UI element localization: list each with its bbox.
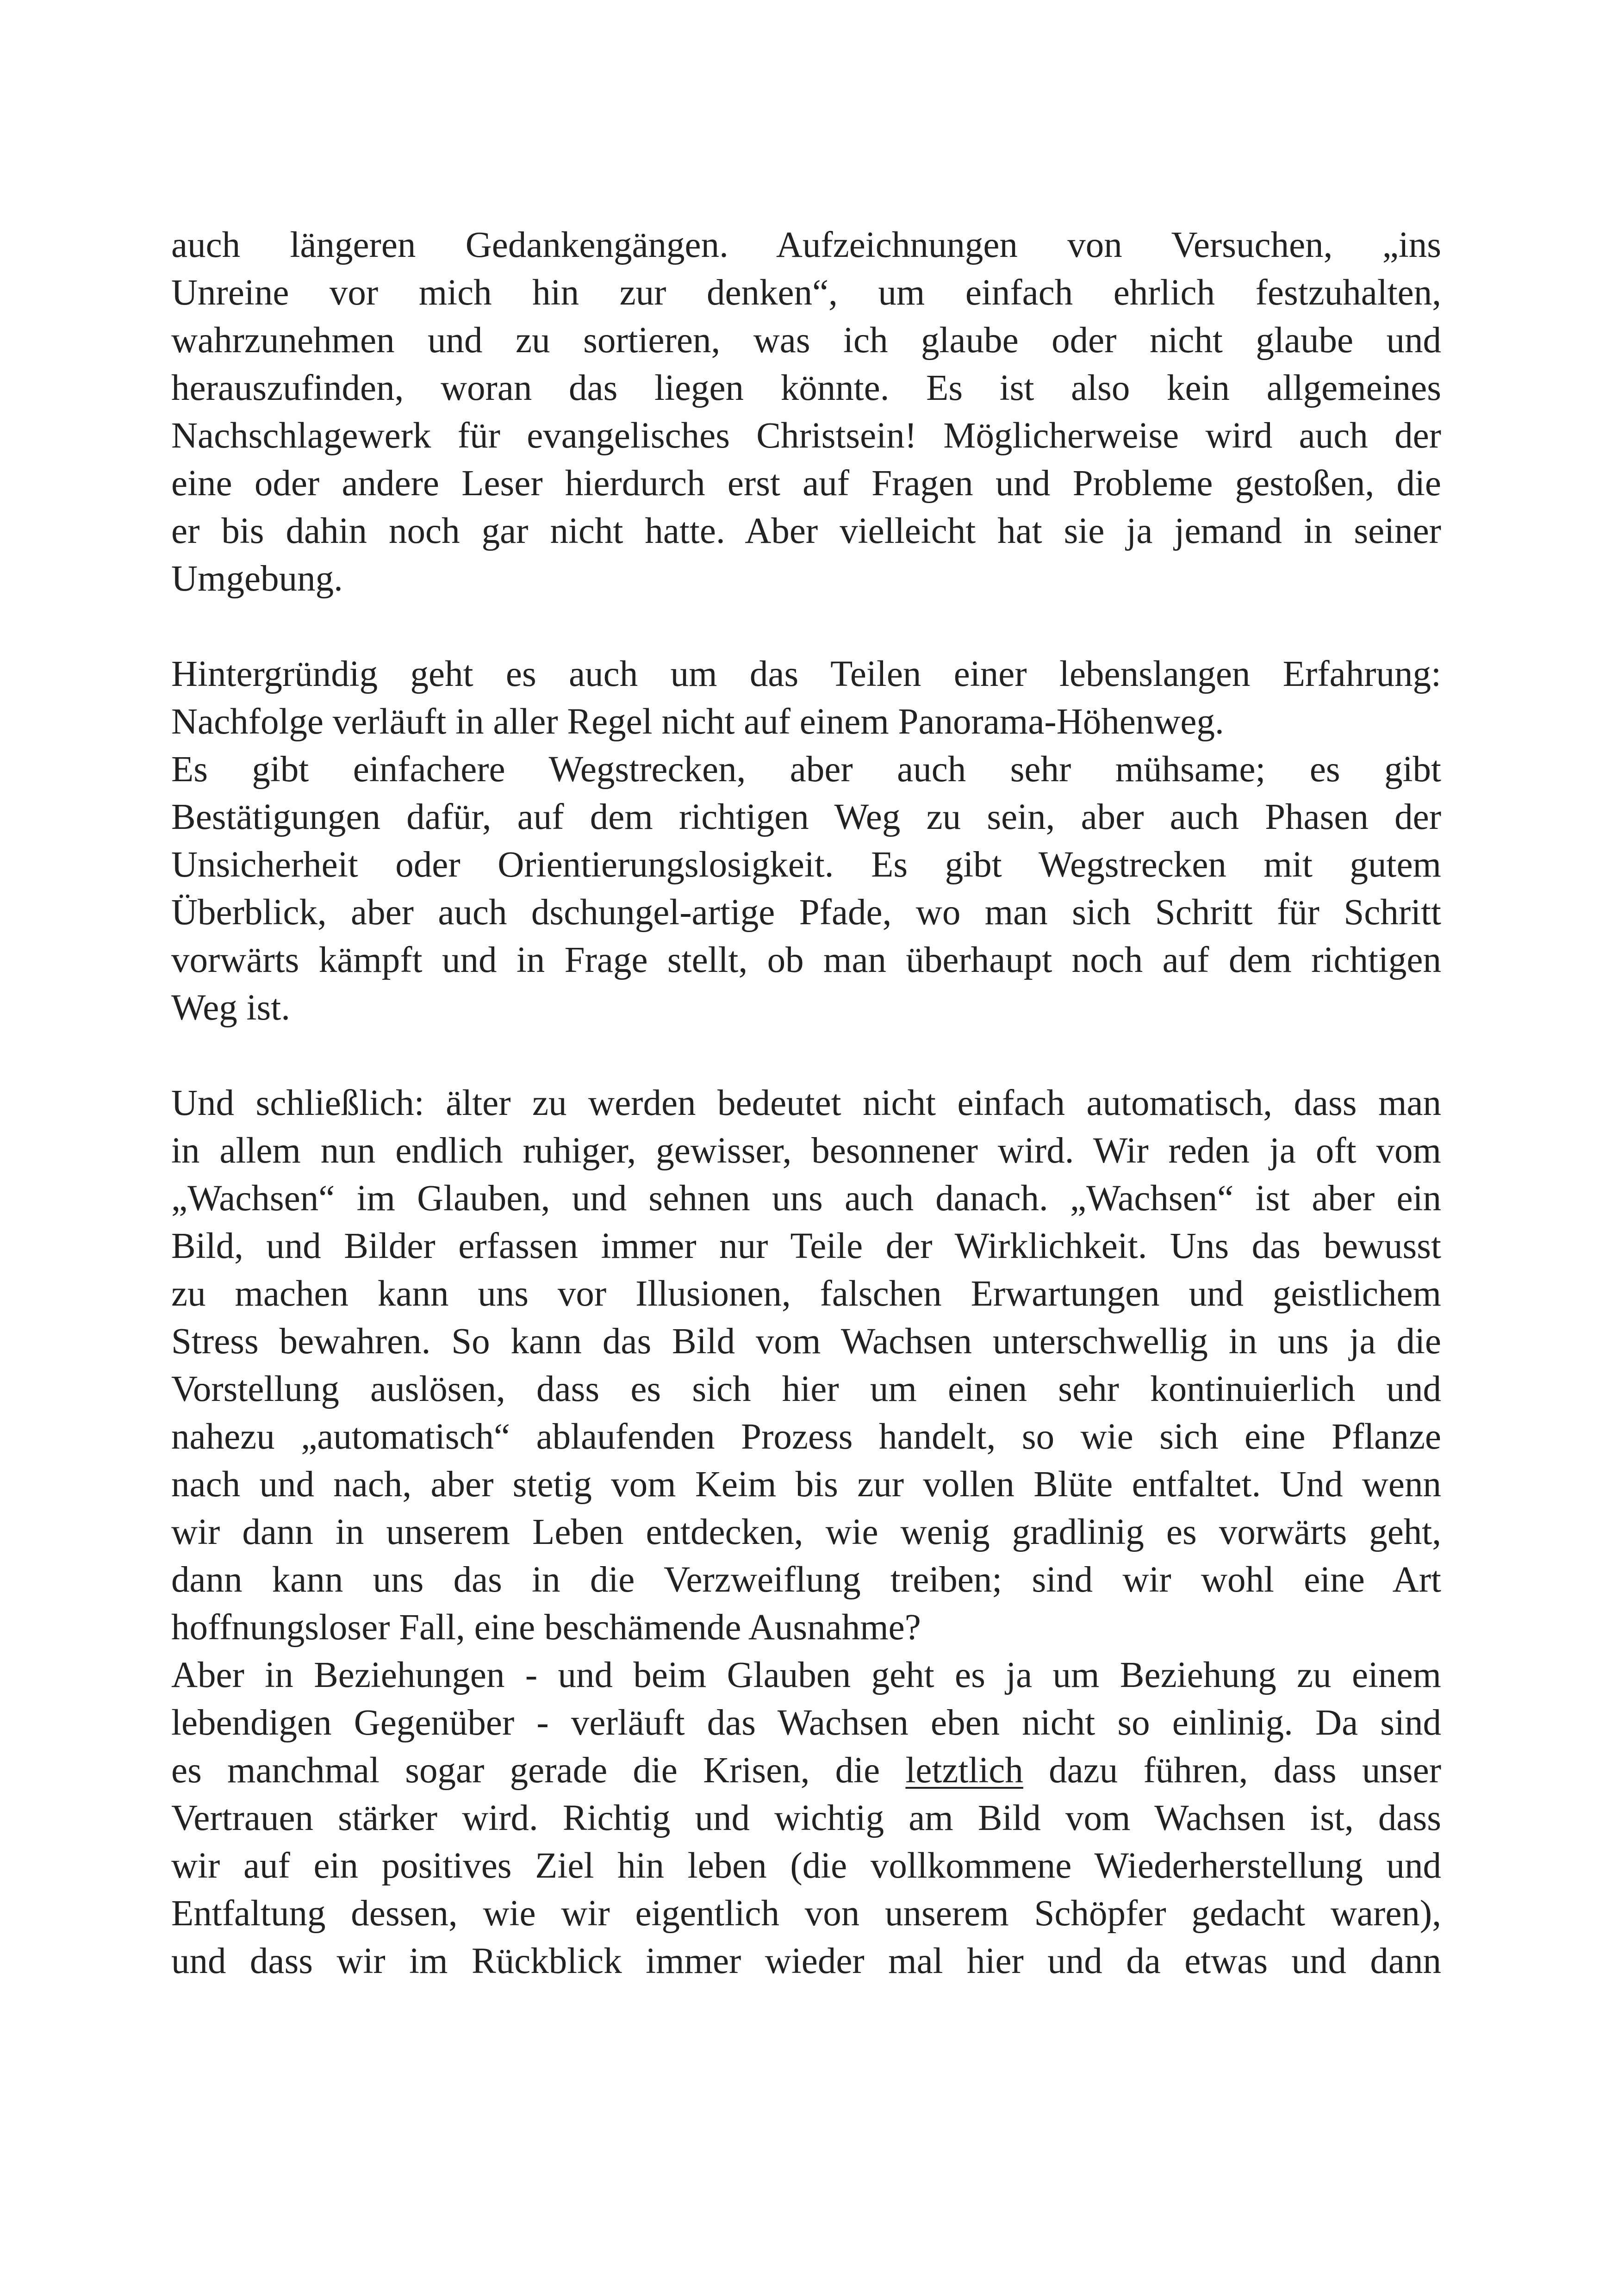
text-line: vorwärts kämpft und in Frage stellt, ob man überhaupt noch auf dem richtigen [171,940,1441,980]
text-line: nach und nach, aber stetig vom Keim bis zur vollen Blüte entfaltet. Und wenn [171,1464,1441,1505]
text-line: Stress bewahren. So kann das Bild vom Wachsen unterschwellig in uns ja die [171,1321,1441,1362]
text-line: Bild, und Bilder erfassen immer nur Teile der Wirklichkeit. Uns das bewusst [171,1226,1441,1266]
text-line: Aber in Beziehungen - und beim Glauben geht es ja um Beziehung zu einem [171,1655,1441,1695]
text-line: wir dann in unserem Leben entdecken, wie wenig gradlinig es vorwärts geht, [171,1512,1441,1552]
text-line: in allem nun endlich ruhiger, gewisser, besonnener wird. Wir reden ja oft vom [171,1131,1441,1171]
text-line: Und schließlich: älter zu werden bedeutet nicht einfach automatisch, dass man [171,1083,1441,1123]
underlined-word: letztlich [905,1750,1023,1791]
text-line: hoffnungsloser Fall, eine beschämende Ausnahme? [171,1607,921,1648]
paragraph-spacer [171,603,1441,650]
text-line: er bis dahin noch gar nicht hatte. Aber vielleicht hat sie ja jemand in seiner [171,511,1441,551]
document-page [171,221,1441,1985]
text-line: Nachschlagewerk für evangelisches Christsein! Möglicherweise wird auch der [171,416,1441,456]
text-line: Hintergründig geht es auch um das Teilen einer lebenslangen Erfahrung: [171,654,1441,694]
paragraph-spacer [171,1032,1441,1079]
text-line: Entfaltung dessen, wie wir eigentlich von unserem Schöpfer gedacht waren), [171,1893,1441,1934]
text-line: eine oder andere Leser hierdurch erst auf Fragen und Probleme gestoßen, die [171,463,1441,504]
text-line: Umgebung. [171,559,343,599]
text-line: Nachfolge verläuft in aller Regel nicht auf einem Panorama-Höhenweg. [171,702,1224,742]
text-line: Vertrauen stärker wird. Richtig und wichtig am Bild vom Wachsen ist, dass [171,1798,1441,1838]
text-line: Es gibt einfachere Wegstrecken, aber auch sehr mühsame; es gibt [171,749,1441,790]
text-segment: dazu führen, dass unser [1023,1750,1441,1791]
text-line: auch längeren Gedankengängen. Aufzeichnungen von Versuchen, „ins [171,225,1441,265]
text-segment: es manchmal sogar gerade die Krisen, die [171,1750,906,1791]
text-line: wir auf ein positives Ziel hin leben (die vollkommene Wiederherstellung und [171,1846,1441,1886]
text-line: herauszufinden, woran das liegen könnte. Es ist also kein allgemeines [171,368,1441,408]
text-line [171,1747,1441,1794]
text-line: Überblick, aber auch dschungel-artige Pfade, wo man sich Schritt für Schritt [171,892,1441,933]
text-line: Unsicherheit oder Orientierungslosigkeit. Es gibt Wegstrecken mit gutem [171,845,1441,885]
text-line: Bestätigungen dafür, auf dem richtigen Weg zu sein, aber auch Phasen der [171,797,1441,837]
text-line: „Wachsen“ im Glauben, und sehnen uns auch danach. „Wachsen“ ist aber ein [171,1178,1441,1219]
text-line: dann kann uns das in die Verzweiflung treiben; sind wir wohl eine Art [171,1560,1441,1600]
text-line: Vorstellung auslösen, dass es sich hier um einen sehr kontinuierlich und [171,1369,1441,1409]
text-line: zu machen kann uns vor Illusionen, falschen Erwartungen und geistlichem [171,1274,1441,1314]
text-line: nahezu „automatisch“ ablaufenden Prozess handelt, so wie sich eine Pflanze [171,1417,1441,1457]
text-line: Weg ist. [171,988,290,1028]
paragraph-3 [171,1079,1441,1985]
text-line: Unreine vor mich hin zur denken“, um einfach ehrlich festzuhalten, [171,273,1441,313]
text-line: lebendigen Gegenüber - verläuft das Wachsen eben nicht so einlinig. Da sind [171,1703,1441,1743]
paragraph-2 [171,650,1441,1032]
text-line: wahrzunehmen und zu sortieren, was ich glaube oder nicht glaube und [171,320,1441,361]
paragraph-1 [171,221,1441,603]
text-line: und dass wir im Rückblick immer wieder mal hier und da etwas und dann [171,1941,1441,1981]
